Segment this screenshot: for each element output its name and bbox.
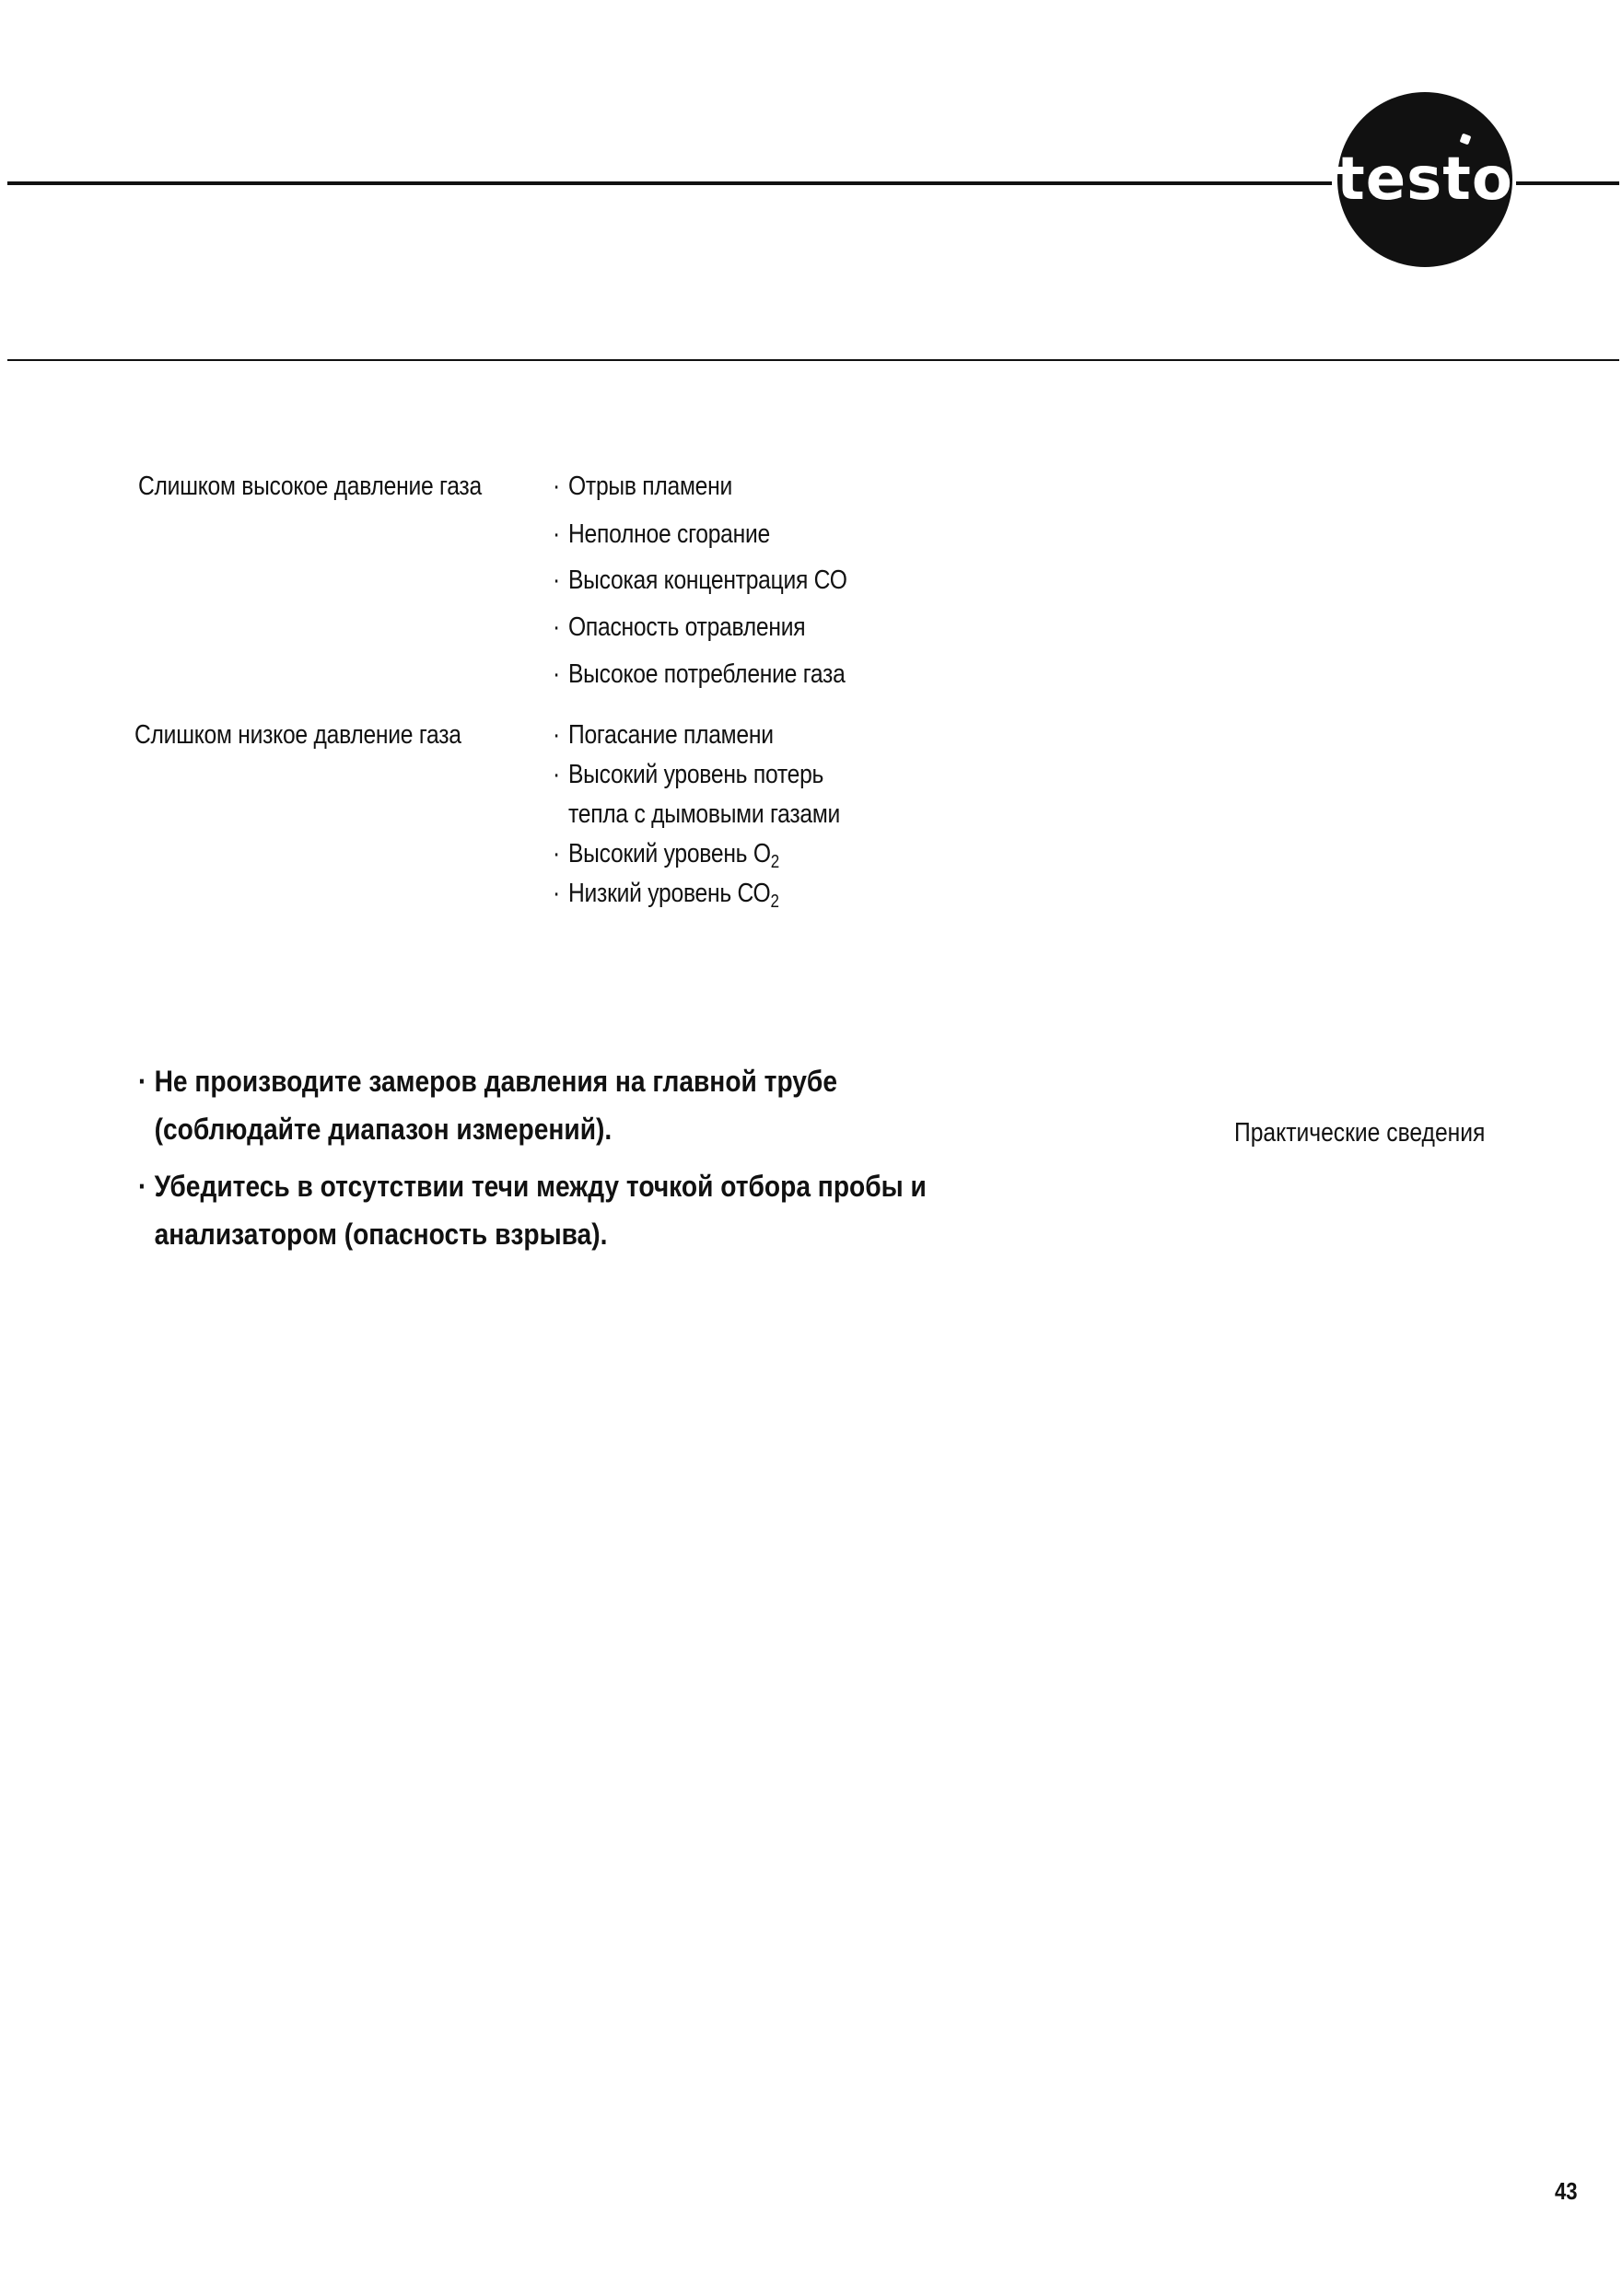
high-pressure-label: Слишком высокое давление газа bbox=[138, 472, 482, 501]
list-item: · Высокий уровень потерь bbox=[553, 760, 824, 789]
low-pressure-label: Слишком низкое давление газа bbox=[134, 720, 461, 750]
list-item: · Высокий уровень $О_2$ bbox=[553, 839, 779, 872]
list-item: · Высокое потребление газа bbox=[553, 659, 846, 689]
subscript: 2 bbox=[770, 892, 779, 912]
page-number: 43 bbox=[1555, 2177, 1578, 2205]
list-item: · Отрыв пламени bbox=[553, 472, 733, 501]
subscript: 2 bbox=[770, 852, 779, 872]
list-item: · Погасание пламени bbox=[553, 720, 774, 750]
list-item: · Высокая концентрация СО bbox=[553, 565, 847, 595]
section-rule bbox=[7, 359, 1619, 361]
testo-logo bbox=[1337, 92, 1512, 267]
section-side-label: Практические сведения bbox=[1234, 1118, 1486, 1148]
logo-container bbox=[1332, 92, 1516, 276]
warning-2: · Убедитесь в отсутствии течи между точкой отбора пробы и анализатором (опасность взрыва). bbox=[138, 1170, 927, 1251]
warning-1: · Не производите замеров давления на главной трубе (соблюдайте диапазон измерений). bbox=[138, 1065, 837, 1146]
list-item: · Неполное сгорание bbox=[553, 519, 770, 549]
list-item-continuation: тепла с дымовыми газами bbox=[568, 799, 841, 829]
list-item: · Опасность отравления bbox=[553, 612, 806, 642]
logo-text: testo bbox=[1336, 146, 1513, 214]
list-item: · Низкий уровень $СО_2$ bbox=[553, 879, 779, 912]
